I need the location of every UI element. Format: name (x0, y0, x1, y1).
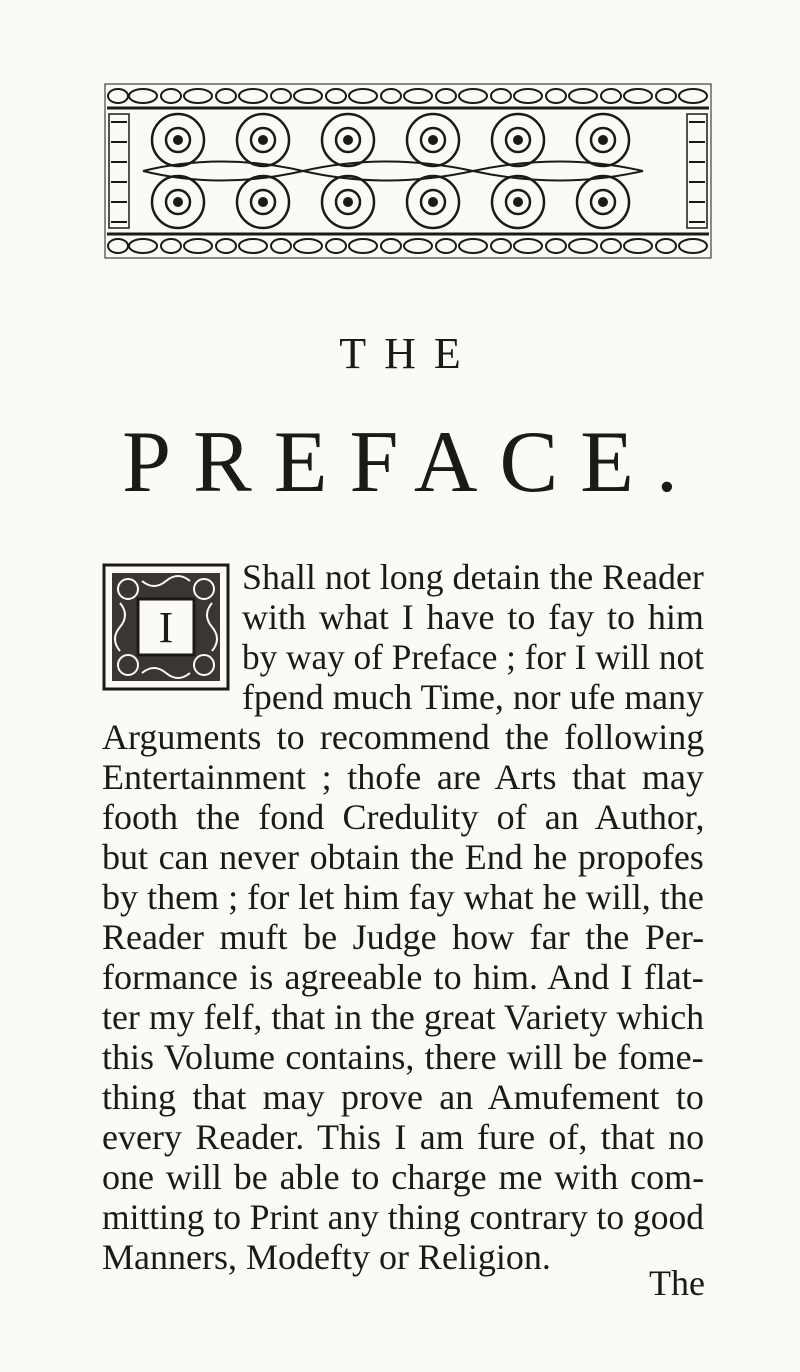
text-line: one will be able to charge me with com- (102, 1157, 705, 1197)
drop-cap (102, 563, 230, 691)
text-line: this Volume contains, there will be fome- (102, 1037, 704, 1077)
text-line: Entertainment ; thofe are Arts that may (102, 757, 704, 797)
text-line: Manners, Modefty or Religion. (102, 1237, 551, 1277)
text-line: footh the fond Credulity of an Author, (102, 797, 705, 837)
page-title: PREFACE. (122, 414, 700, 511)
text-line: with what I have to fay to him (242, 597, 704, 637)
text-line: by way of Preface ; for I will not (242, 637, 704, 677)
drop-cap-letter: I (158, 602, 174, 652)
text-line: formance is agreeable to him. And I flat- (102, 957, 704, 997)
text-line: thing that may prove an Amufement to (102, 1077, 704, 1117)
catchword: The (649, 1263, 705, 1303)
text-line: but can never obtain the End he propofes (102, 837, 704, 877)
text-line: ter my felf, that in the great Variety which (102, 997, 705, 1037)
text-line: by them ; for let him fay what he will, the (102, 877, 704, 917)
text-line: every Reader. This I am fure of, that no (102, 1117, 705, 1157)
text-line: Arguments to recommend the following (102, 717, 705, 757)
heading-the: THE (339, 329, 479, 378)
text-line: Shall not long detain the Reader (242, 557, 704, 597)
floral-headpiece-icon (103, 82, 713, 260)
text-line: fpend much Time, nor ufe many (242, 677, 704, 717)
text-line: Reader muft be Judge how far the Per- (102, 917, 705, 957)
text-line: mitting to Print any thing contrary to good (102, 1197, 704, 1237)
